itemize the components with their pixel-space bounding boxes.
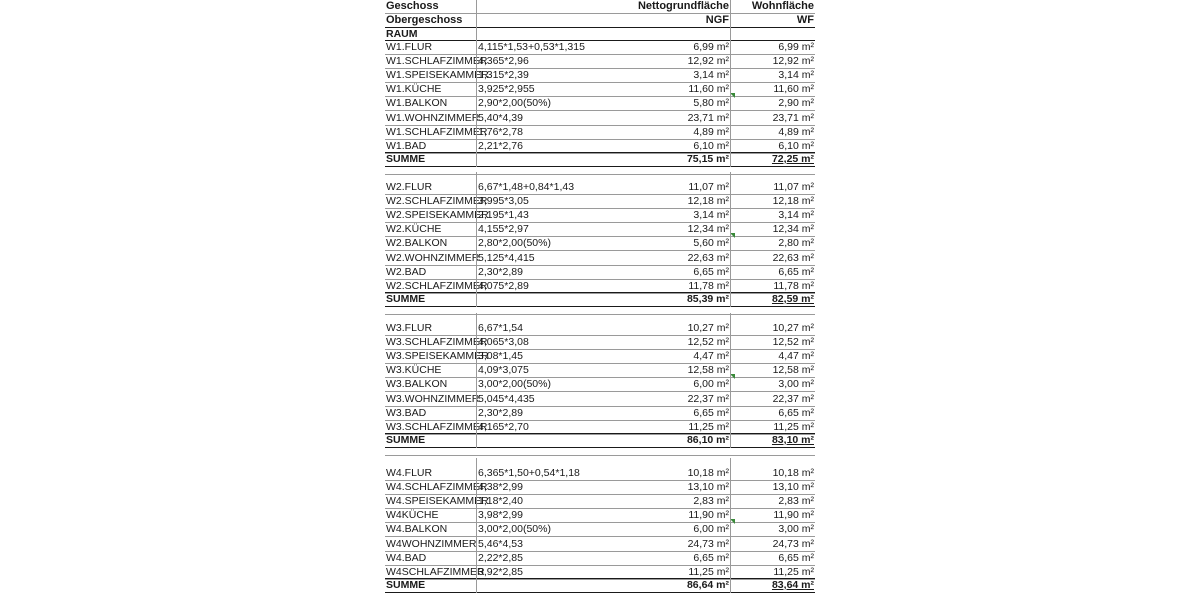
wf-cell[interactable]: 2,83 m² <box>778 495 814 508</box>
formula-cell[interactable]: 3,08*1,45 <box>478 350 523 363</box>
summe-ngf[interactable]: 86,10 m² <box>686 433 729 446</box>
formula-cell[interactable]: 6,67*1,48+0,84*1,43 <box>478 181 575 193</box>
wf-cell[interactable]: 12,18 m² <box>772 195 814 208</box>
room-name-cell[interactable]: W3.SCHLAFZIMMER <box>386 420 488 433</box>
summe-wf[interactable]: 72,25 m² <box>771 152 814 165</box>
column-divider <box>476 313 477 448</box>
formula-cell[interactable]: 3,98*2,99 <box>478 509 523 522</box>
ngf-cell[interactable]: 11,25 m² <box>688 420 729 433</box>
summe-bottom-border <box>385 306 815 307</box>
formula-cell[interactable]: 2,30*2,89 <box>478 265 523 278</box>
column-divider <box>730 172 731 307</box>
wf-cell[interactable]: 12,58 m² <box>772 364 814 377</box>
ngf-cell[interactable]: 6,00 m² <box>693 523 729 536</box>
wf-cell[interactable]: 10,27 m² <box>772 322 814 334</box>
room-name-cell[interactable]: W4.SCHLAFZIMMER <box>386 481 488 494</box>
room-name-cell[interactable]: W1.BALKON <box>386 97 448 110</box>
ngf-cell[interactable]: 22,63 m² <box>687 251 729 264</box>
summe-wf[interactable]: 83,64 m² <box>771 578 814 591</box>
summe-bottom-border <box>385 592 815 593</box>
formula-cell[interactable]: 3,925*2,955 <box>478 83 535 96</box>
wf-cell[interactable]: 6,65 m² <box>778 406 814 419</box>
wf-cell[interactable]: 11,60 m² <box>773 83 814 96</box>
column-divider <box>730 458 731 593</box>
wf-cell[interactable]: 6,65 m² <box>778 551 814 564</box>
room-name-cell[interactable]: W4.BAD <box>386 551 427 564</box>
room-name-cell[interactable]: W1.BAD <box>386 139 427 152</box>
room-name-cell[interactable]: W1.SCHLAFZIMMER <box>386 55 488 68</box>
formula-cell[interactable]: 5,40*4,39 <box>478 111 523 124</box>
room-name-cell[interactable]: W4.FLUR <box>386 467 433 479</box>
wf-cell[interactable]: 4,89 m² <box>778 125 814 138</box>
wf-cell[interactable]: 24,73 m² <box>772 537 814 550</box>
formula-cell[interactable]: 2,21*2,76 <box>478 139 523 152</box>
spacer-row-border <box>385 314 815 315</box>
formula-cell[interactable]: 4,165*2,70 <box>478 420 529 433</box>
ngf-cell[interactable]: 4,89 m² <box>693 125 729 138</box>
wf-cell[interactable]: 13,10 m² <box>772 481 814 494</box>
wf-cell[interactable]: 23,71 m² <box>772 111 814 124</box>
ngf-cell[interactable]: 6,65 m² <box>693 406 729 419</box>
wf-cell[interactable]: 11,78 m² <box>773 279 814 292</box>
formula-cell[interactable]: 4,155*2,97 <box>478 223 529 236</box>
ngf-cell[interactable]: 11,07 m² <box>688 181 729 193</box>
formula-cell[interactable]: 3,92*2,85 <box>478 565 523 578</box>
header-wohnflaeche: Wohnfläche <box>751 0 814 12</box>
summe-wf[interactable]: 83,10 m² <box>771 433 814 446</box>
formula-cell[interactable]: 6,365*1,50+0,54*1,18 <box>478 467 580 479</box>
summe-label[interactable]: SUMME <box>386 578 426 591</box>
room-name-cell[interactable]: W1.FLUR <box>386 41 433 53</box>
formula-cell[interactable]: 3,00*2,00(50%) <box>478 523 551 536</box>
ngf-cell[interactable]: 11,90 m² <box>688 509 729 522</box>
header-nettogrundflaeche: Nettogrundfläche <box>637 0 729 12</box>
summe-label[interactable]: SUMME <box>386 292 426 305</box>
wf-cell[interactable]: 6,99 m² <box>778 41 814 53</box>
summe-wf[interactable]: 82,59 m² <box>771 292 814 305</box>
room-name-cell[interactable]: W3.SPEISEKAMMER <box>386 350 489 363</box>
header-wf: WF <box>796 14 814 26</box>
room-name-cell[interactable]: W2.BAD <box>386 265 427 278</box>
formula-cell[interactable]: 4,09*3,075 <box>478 364 529 377</box>
summe-label[interactable]: SUMME <box>386 152 426 165</box>
room-name-cell[interactable]: W1.SCHLAFZIMMER <box>386 125 488 138</box>
summe-label[interactable]: SUMME <box>386 433 426 446</box>
wf-cell[interactable]: 3,14 m² <box>778 69 814 82</box>
room-name-cell[interactable]: W2.SCHLAFZIMMER <box>386 279 488 292</box>
ngf-cell[interactable]: 23,71 m² <box>687 111 729 124</box>
column-divider <box>476 458 477 593</box>
ngf-cell[interactable]: 6,65 m² <box>693 551 729 564</box>
ngf-cell[interactable]: 6,10 m² <box>693 139 729 152</box>
ngf-cell[interactable]: 13,10 m² <box>687 481 729 494</box>
room-name-cell[interactable]: W2.SPEISEKAMMER <box>386 209 489 222</box>
ngf-cell[interactable]: 11,78 m² <box>688 279 729 292</box>
formula-cell[interactable]: 6,67*1,54 <box>478 322 523 334</box>
ngf-cell[interactable]: 12,92 m² <box>687 55 729 68</box>
ngf-cell[interactable]: 24,73 m² <box>687 537 729 550</box>
ngf-cell[interactable]: 6,65 m² <box>693 265 729 278</box>
summe-bottom-border <box>385 166 815 167</box>
ngf-cell[interactable]: 6,99 m² <box>693 41 729 53</box>
room-name-cell[interactable]: W4WOHNZIMMER <box>386 537 477 550</box>
spacer-row-border <box>385 455 815 456</box>
room-name-cell[interactable]: W3.SCHLAFZIMMER <box>386 336 488 349</box>
room-name-cell[interactable]: W4.SPEISEKAMMER <box>386 495 489 508</box>
column-divider <box>730 32 731 167</box>
ngf-cell[interactable]: 12,58 m² <box>687 364 729 377</box>
ngf-cell[interactable]: 22,37 m² <box>687 392 729 405</box>
column-divider <box>476 172 477 307</box>
ngf-cell[interactable]: 4,47 m² <box>693 350 729 363</box>
room-name-cell[interactable]: W2.WOHNZIMMER <box>386 251 480 264</box>
wf-cell[interactable]: 12,52 m² <box>772 336 814 349</box>
formula-cell[interactable]: 3,00*2,00(50%) <box>478 378 551 391</box>
ngf-cell[interactable]: 5,80 m² <box>693 97 729 110</box>
ngf-cell[interactable]: 12,18 m² <box>687 195 729 208</box>
room-name-cell[interactable]: W3.WOHNZIMMER <box>386 392 480 405</box>
room-name-cell[interactable]: W4SCHLAFZIMMER <box>386 565 485 578</box>
ngf-cell[interactable]: 6,00 m² <box>693 378 729 391</box>
formula-cell[interactable]: 4,075*2,89 <box>478 279 529 292</box>
wf-cell[interactable]: 11,90 m² <box>773 509 814 522</box>
wf-cell[interactable]: 2,80 m² <box>778 237 814 250</box>
room-name-cell[interactable]: W1.WOHNZIMMER <box>386 111 480 124</box>
room-name-cell[interactable]: W1.KÜCHE <box>386 83 442 96</box>
room-name-cell[interactable]: W3.FLUR <box>386 322 433 334</box>
ngf-cell[interactable]: 12,34 m² <box>687 223 729 236</box>
summe-ngf[interactable]: 85,39 m² <box>686 292 729 305</box>
formula-cell[interactable]: 1,315*2,39 <box>478 69 529 82</box>
wf-cell[interactable]: 2,90 m² <box>778 97 814 110</box>
ngf-cell[interactable]: 11,60 m² <box>688 83 729 96</box>
wf-cell[interactable]: 11,07 m² <box>773 181 814 193</box>
wf-cell[interactable]: 4,47 m² <box>778 350 814 363</box>
header-obergeschoss: Obergeschoss <box>386 14 463 26</box>
wf-cell[interactable]: 3,00 m² <box>778 523 814 536</box>
room-name-cell[interactable]: W3.BAD <box>386 406 427 419</box>
wf-cell[interactable]: 11,25 m² <box>773 565 814 578</box>
formula-cell[interactable]: 1,18*2,40 <box>478 495 523 508</box>
ngf-cell[interactable]: 2,83 m² <box>693 495 729 508</box>
room-name-cell[interactable]: W1.SPEISEKAMMER <box>386 69 489 82</box>
spacer-row-border <box>385 174 815 175</box>
column-divider <box>476 32 477 167</box>
wf-cell[interactable]: 12,92 m² <box>772 55 814 68</box>
formula-cell[interactable]: 2,80*2,00(50%) <box>478 237 551 250</box>
formula-cell[interactable]: 4,365*2,96 <box>478 55 529 68</box>
room-name-cell[interactable]: W4.BALKON <box>386 523 448 536</box>
room-name-cell[interactable]: W2.KÜCHE <box>386 223 442 236</box>
wf-cell[interactable]: 12,34 m² <box>772 223 814 236</box>
wf-cell[interactable]: 3,14 m² <box>778 209 814 222</box>
formula-cell[interactable]: 2,30*2,89 <box>478 406 523 419</box>
formula-cell[interactable]: 4,065*3,08 <box>478 336 529 349</box>
formula-cell[interactable]: 4,115*1,53+0,53*1,315 <box>478 41 585 53</box>
room-name-cell[interactable]: W3.KÜCHE <box>386 364 442 377</box>
room-name-cell[interactable]: W4KÜCHE <box>386 509 439 522</box>
formula-cell[interactable]: 3,995*3,05 <box>478 195 529 208</box>
header-raum: RAUM <box>386 28 418 40</box>
wf-cell[interactable]: 3,00 m² <box>778 378 814 391</box>
summe-bottom-border <box>385 447 815 448</box>
formula-cell[interactable]: 5,045*4,435 <box>478 392 535 405</box>
wf-cell[interactable]: 11,25 m² <box>773 420 814 433</box>
formula-cell[interactable]: 2,90*2,00(50%) <box>478 97 551 110</box>
ngf-cell[interactable]: 3,14 m² <box>693 69 729 82</box>
formula-cell[interactable]: 1,76*2,78 <box>478 125 523 138</box>
ngf-cell[interactable]: 10,27 m² <box>687 322 729 334</box>
ngf-cell[interactable]: 10,18 m² <box>687 467 729 479</box>
room-name-cell[interactable]: W2.FLUR <box>386 181 433 193</box>
header-geschoss: Geschoss <box>386 0 439 12</box>
wf-cell[interactable]: 22,37 m² <box>772 392 814 405</box>
room-name-cell[interactable]: W2.BALKON <box>386 237 448 250</box>
formula-cell[interactable]: 2,22*2,85 <box>478 551 523 564</box>
formula-cell[interactable]: 2,195*1,43 <box>478 209 529 222</box>
ngf-cell[interactable]: 12,52 m² <box>687 336 729 349</box>
column-divider <box>730 313 731 448</box>
summe-ngf[interactable]: 75,15 m² <box>686 152 729 165</box>
wf-cell[interactable]: 6,65 m² <box>778 265 814 278</box>
ngf-cell[interactable]: 11,25 m² <box>688 565 729 578</box>
summe-ngf[interactable]: 86,64 m² <box>686 578 729 591</box>
room-name-cell[interactable]: W2.SCHLAFZIMMER <box>386 195 488 208</box>
header-ngf: NGF <box>705 14 729 26</box>
wf-cell[interactable]: 6,10 m² <box>778 139 814 152</box>
ngf-cell[interactable]: 3,14 m² <box>693 209 729 222</box>
ngf-cell[interactable]: 5,60 m² <box>693 237 729 250</box>
formula-cell[interactable]: 5,46*4,53 <box>478 537 523 550</box>
formula-cell[interactable]: 5,125*4,415 <box>478 251 535 264</box>
wf-cell[interactable]: 22,63 m² <box>772 251 814 264</box>
formula-cell[interactable]: 4,38*2,99 <box>478 481 523 494</box>
wf-cell[interactable]: 10,18 m² <box>772 467 814 479</box>
room-name-cell[interactable]: W3.BALKON <box>386 378 448 391</box>
